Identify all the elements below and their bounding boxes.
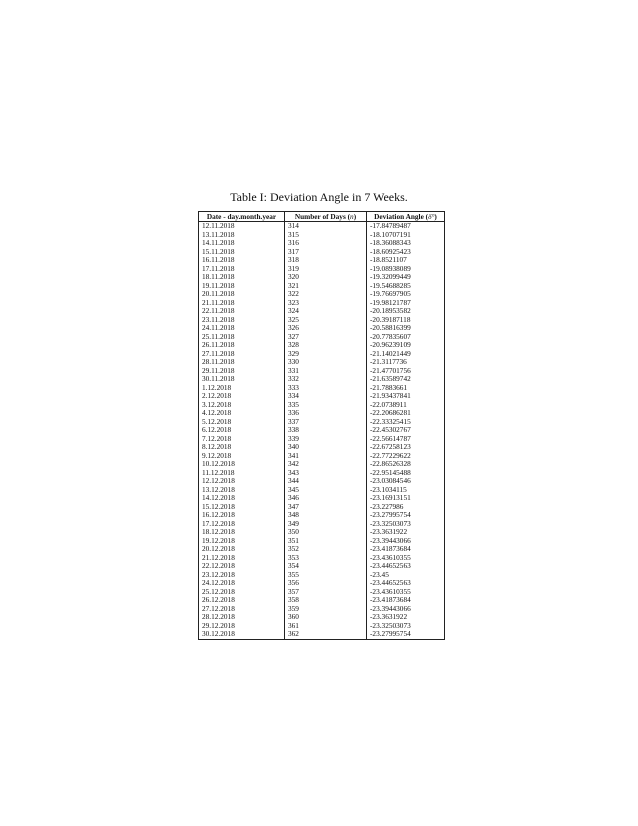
date-cell: 12.11.2018: [199, 222, 285, 231]
deviation-table-container: [198, 211, 444, 640]
deviation-cell: -23.3631922: [367, 528, 445, 537]
days-cell: 321: [285, 282, 367, 291]
deviation-cell: -20.77835607: [367, 333, 445, 342]
deviation-cell: -20.39187118: [367, 316, 445, 325]
deviation-cell: -23.44652563: [367, 562, 445, 571]
date-cell: 17.11.2018: [199, 265, 285, 274]
header-date: Date - day.month.year: [199, 212, 285, 222]
deviation-cell: -23.227986: [367, 503, 445, 512]
days-cell: 316: [285, 239, 367, 248]
days-cell: 332: [285, 375, 367, 384]
days-cell: 355: [285, 571, 367, 580]
date-cell: 13.11.2018: [199, 231, 285, 240]
days-cell: 336: [285, 409, 367, 418]
deviation-cell: -20.18953582: [367, 307, 445, 316]
date-cell: 30.11.2018: [199, 375, 285, 384]
days-cell: 350: [285, 528, 367, 537]
days-cell: 343: [285, 469, 367, 478]
deviation-cell: -19.98121787: [367, 299, 445, 308]
date-cell: 23.12.2018: [199, 571, 285, 580]
deviation-cell: -23.27995754: [367, 511, 445, 520]
table-row: [199, 426, 445, 435]
date-cell: 25.12.2018: [199, 588, 285, 597]
date-cell: 16.11.2018: [199, 256, 285, 265]
table-body: [199, 222, 445, 640]
deviation-cell: -22.86526328: [367, 460, 445, 469]
days-cell: 340: [285, 443, 367, 452]
deviation-cell: -23.45: [367, 571, 445, 580]
table-row: [199, 256, 445, 265]
date-cell: 21.11.2018: [199, 299, 285, 308]
date-cell: 23.11.2018: [199, 316, 285, 325]
deviation-cell: -18.8521107: [367, 256, 445, 265]
days-cell: 317: [285, 248, 367, 257]
table-row: [199, 613, 445, 622]
deviation-cell: -23.3631922: [367, 613, 445, 622]
deviation-cell: -23.27995754: [367, 630, 445, 639]
days-cell: 359: [285, 605, 367, 614]
table-row: [199, 630, 445, 639]
date-cell: 14.11.2018: [199, 239, 285, 248]
table-row: [199, 324, 445, 333]
date-cell: 30.12.2018: [199, 630, 285, 639]
deviation-cell: -22.77229622: [367, 452, 445, 461]
days-cell: 362: [285, 630, 367, 639]
deviation-cell: -20.96239109: [367, 341, 445, 350]
deviation-cell: -19.54688285: [367, 282, 445, 291]
days-cell: 323: [285, 299, 367, 308]
table-row: [199, 299, 445, 308]
date-cell: 4.12.2018: [199, 409, 285, 418]
table-row: [199, 273, 445, 282]
table-row: [199, 435, 445, 444]
days-cell: 326: [285, 324, 367, 333]
deviation-cell: -22.20686281: [367, 409, 445, 418]
deviation-cell: -22.0738911: [367, 401, 445, 410]
table-row: [199, 605, 445, 614]
table-row: [199, 588, 445, 597]
date-cell: 16.12.2018: [199, 511, 285, 520]
deviation-cell: -18.60925423: [367, 248, 445, 257]
deviation-cell: -19.76697905: [367, 290, 445, 299]
table-row: [199, 452, 445, 461]
table-row: [199, 469, 445, 478]
table-row: [199, 554, 445, 563]
date-cell: 28.11.2018: [199, 358, 285, 367]
date-cell: 3.12.2018: [199, 401, 285, 410]
deviation-cell: -23.16913151: [367, 494, 445, 503]
date-cell: 18.12.2018: [199, 528, 285, 537]
header-days-variable: n: [350, 212, 354, 221]
deviation-cell: -23.32503073: [367, 520, 445, 529]
table-row: [199, 486, 445, 495]
days-cell: 319: [285, 265, 367, 274]
table-row: [199, 239, 445, 248]
header-deviation-angle: [367, 212, 445, 222]
days-cell: 354: [285, 562, 367, 571]
table-row: [199, 511, 445, 520]
table-row: [199, 545, 445, 554]
table-row: [199, 248, 445, 257]
days-cell: 334: [285, 392, 367, 401]
days-cell: 324: [285, 307, 367, 316]
days-cell: 351: [285, 537, 367, 546]
days-cell: 344: [285, 477, 367, 486]
header-deviation-prefix: Deviation Angle (: [374, 212, 429, 221]
table-row: [199, 290, 445, 299]
date-cell: 9.12.2018: [199, 452, 285, 461]
deviation-cell: -21.93437841: [367, 392, 445, 401]
table-row: [199, 333, 445, 342]
header-deviation-variable: δ°: [428, 212, 435, 221]
date-cell: 18.11.2018: [199, 273, 285, 282]
date-cell: 1.12.2018: [199, 384, 285, 393]
days-cell: 358: [285, 596, 367, 605]
deviation-cell: -21.47701756: [367, 367, 445, 376]
days-cell: 331: [285, 367, 367, 376]
deviation-cell: -23.43610355: [367, 588, 445, 597]
days-cell: 318: [285, 256, 367, 265]
deviation-cell: -20.58816399: [367, 324, 445, 333]
table-row: [199, 562, 445, 571]
days-cell: 361: [285, 622, 367, 631]
table-row: [199, 341, 445, 350]
deviation-cell: -19.32099449: [367, 273, 445, 282]
table-row: [199, 503, 445, 512]
date-cell: 21.12.2018: [199, 554, 285, 563]
deviation-cell: -23.1034115: [367, 486, 445, 495]
date-cell: 29.12.2018: [199, 622, 285, 631]
date-cell: 27.12.2018: [199, 605, 285, 614]
deviation-cell: -22.33325415: [367, 418, 445, 427]
table-row: [199, 367, 445, 376]
table-row: [199, 443, 445, 452]
days-cell: 349: [285, 520, 367, 529]
table-row: [199, 571, 445, 580]
days-cell: 327: [285, 333, 367, 342]
days-cell: 352: [285, 545, 367, 554]
date-cell: 20.11.2018: [199, 290, 285, 299]
days-cell: 320: [285, 273, 367, 282]
table-row: [199, 537, 445, 546]
days-cell: 360: [285, 613, 367, 622]
date-cell: 12.12.2018: [199, 477, 285, 486]
table-row: [199, 307, 445, 316]
deviation-cell: -17.84789487: [367, 222, 445, 231]
deviation-cell: -18.10707191: [367, 231, 445, 240]
table-row: [199, 375, 445, 384]
table-row: [199, 222, 445, 231]
header-days-suffix: ): [353, 212, 357, 221]
days-cell: 338: [285, 426, 367, 435]
date-cell: 2.12.2018: [199, 392, 285, 401]
deviation-cell: -23.43610355: [367, 554, 445, 563]
deviation-cell: -22.95145488: [367, 469, 445, 478]
header-number-of-days: [285, 212, 367, 222]
date-cell: 19.11.2018: [199, 282, 285, 291]
deviation-cell: -18.36088343: [367, 239, 445, 248]
deviation-cell: -23.41873684: [367, 545, 445, 554]
days-cell: 356: [285, 579, 367, 588]
date-cell: 14.12.2018: [199, 494, 285, 503]
date-cell: 13.12.2018: [199, 486, 285, 495]
header-days-prefix: Number of Days (: [294, 212, 351, 221]
days-cell: 325: [285, 316, 367, 325]
table-row: [199, 528, 445, 537]
date-cell: 7.12.2018: [199, 435, 285, 444]
deviation-cell: -23.39443066: [367, 537, 445, 546]
date-cell: 15.11.2018: [199, 248, 285, 257]
table-row: [199, 596, 445, 605]
table-row: [199, 231, 445, 240]
days-cell: 337: [285, 418, 367, 427]
table-row: [199, 477, 445, 486]
days-cell: 330: [285, 358, 367, 367]
table-caption: Table I: Deviation Angle in 7 Weeks.: [230, 190, 408, 204]
days-cell: 339: [285, 435, 367, 444]
deviation-cell: -23.03084546: [367, 477, 445, 486]
date-cell: 26.12.2018: [199, 596, 285, 605]
table-row: [199, 401, 445, 410]
date-cell: 24.12.2018: [199, 579, 285, 588]
deviation-cell: -21.7883661: [367, 384, 445, 393]
table-row: [199, 316, 445, 325]
date-cell: 11.12.2018: [199, 469, 285, 478]
table-row: [199, 409, 445, 418]
deviation-cell: -22.56614787: [367, 435, 445, 444]
days-cell: 314: [285, 222, 367, 231]
deviation-angle-table: [198, 211, 445, 640]
deviation-cell: -23.44652563: [367, 579, 445, 588]
days-cell: 353: [285, 554, 367, 563]
days-cell: 335: [285, 401, 367, 410]
date-cell: 29.11.2018: [199, 367, 285, 376]
table-header-row: [199, 212, 445, 222]
deviation-cell: -21.3117736: [367, 358, 445, 367]
days-cell: 333: [285, 384, 367, 393]
deviation-cell: -23.39443066: [367, 605, 445, 614]
table-row: [199, 579, 445, 588]
date-cell: 27.11.2018: [199, 350, 285, 359]
date-cell: 24.11.2018: [199, 324, 285, 333]
days-cell: 328: [285, 341, 367, 350]
date-cell: 22.12.2018: [199, 562, 285, 571]
table-row: [199, 392, 445, 401]
days-cell: 346: [285, 494, 367, 503]
deviation-cell: -21.14021449: [367, 350, 445, 359]
date-cell: 6.12.2018: [199, 426, 285, 435]
table-row: [199, 350, 445, 359]
table-row: [199, 494, 445, 503]
date-cell: 19.12.2018: [199, 537, 285, 546]
deviation-cell: -22.45302767: [367, 426, 445, 435]
days-cell: 322: [285, 290, 367, 299]
date-cell: 17.12.2018: [199, 520, 285, 529]
days-cell: 342: [285, 460, 367, 469]
date-cell: 26.11.2018: [199, 341, 285, 350]
deviation-cell: -22.67258123: [367, 443, 445, 452]
days-cell: 347: [285, 503, 367, 512]
table-row: [199, 358, 445, 367]
table-row: [199, 282, 445, 291]
table-row: [199, 520, 445, 529]
table-row: [199, 460, 445, 469]
days-cell: 348: [285, 511, 367, 520]
table-row: [199, 418, 445, 427]
table-row: [199, 384, 445, 393]
table-row: [199, 265, 445, 274]
deviation-cell: -23.32503073: [367, 622, 445, 631]
days-cell: 341: [285, 452, 367, 461]
deviation-cell: -19.08938089: [367, 265, 445, 274]
date-cell: 15.12.2018: [199, 503, 285, 512]
table-row: [199, 622, 445, 631]
days-cell: 357: [285, 588, 367, 597]
date-cell: 8.12.2018: [199, 443, 285, 452]
date-cell: 22.11.2018: [199, 307, 285, 316]
date-cell: 28.12.2018: [199, 613, 285, 622]
deviation-cell: -23.41873684: [367, 596, 445, 605]
days-cell: 329: [285, 350, 367, 359]
date-cell: 10.12.2018: [199, 460, 285, 469]
date-cell: 5.12.2018: [199, 418, 285, 427]
date-cell: 20.12.2018: [199, 545, 285, 554]
deviation-cell: -21.63589742: [367, 375, 445, 384]
days-cell: 345: [285, 486, 367, 495]
date-cell: 25.11.2018: [199, 333, 285, 342]
days-cell: 315: [285, 231, 367, 240]
header-deviation-suffix: ): [434, 212, 437, 221]
